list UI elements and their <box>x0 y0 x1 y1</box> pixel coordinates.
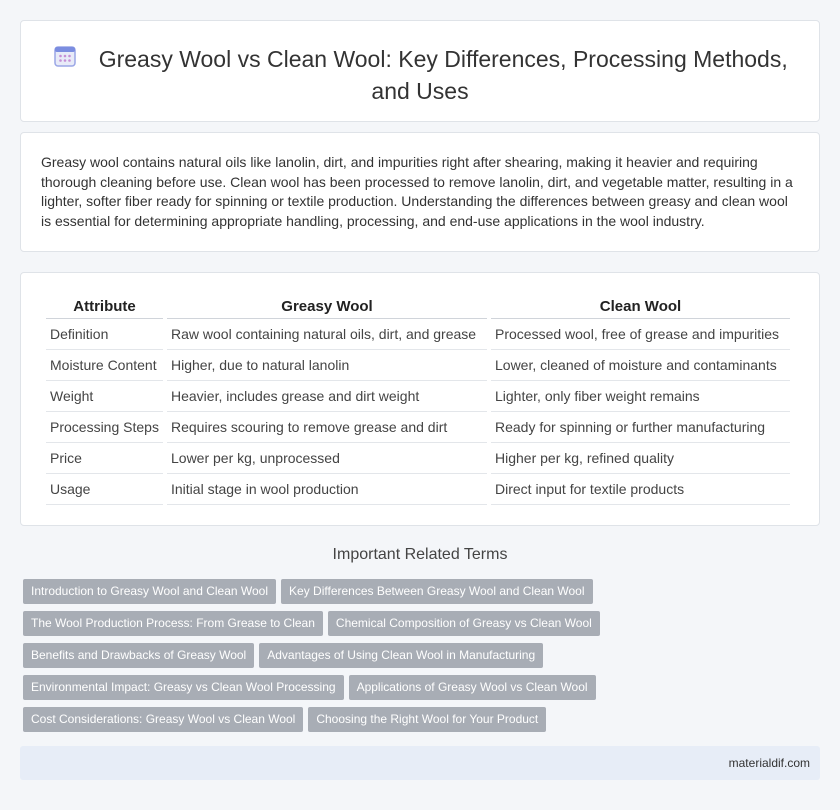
related-term-link[interactable]: The Wool Production Process: From Grease to Clean <box>23 611 323 636</box>
table-row <box>46 319 790 350</box>
related-term-link[interactable]: Environmental Impact: Greasy vs Clean Wool Processing <box>23 675 344 700</box>
title-wrap <box>41 43 799 107</box>
calendar-icon <box>52 43 78 69</box>
table-cell: Definition <box>46 319 163 350</box>
table-row <box>46 474 790 505</box>
table-cell: Initial stage in wool production <box>167 474 487 505</box>
table-cell: Price <box>46 443 163 474</box>
footer-site-link[interactable]: materialdif.com <box>728 756 810 770</box>
table-cell: Ready for spinning or further manufacturing <box>491 412 790 443</box>
table-cell: Lower per kg, unprocessed <box>167 443 487 474</box>
related-terms-list <box>23 579 813 739</box>
table-cell: Processing Steps <box>46 412 163 443</box>
tag-row <box>23 707 813 739</box>
intro-card <box>20 132 820 252</box>
table-row <box>46 443 790 474</box>
related-term-link[interactable]: Key Differences Between Greasy Wool and Clean Wool <box>281 579 593 604</box>
related-term-link[interactable]: Introduction to Greasy Wool and Clean Wool <box>23 579 276 604</box>
tag-row <box>23 579 813 611</box>
table-row <box>46 350 790 381</box>
tag-row <box>23 611 813 643</box>
comparison-table-card <box>20 272 820 526</box>
related-term-link[interactable]: Applications of Greasy Wool vs Clean Wool <box>349 675 596 700</box>
related-terms-title: Important Related Terms <box>332 546 508 563</box>
table-cell: Requires scouring to remove grease and dirt <box>167 412 487 443</box>
table-cell: Higher, due to natural lanolin <box>167 350 487 381</box>
table-cell: Lighter, only fiber weight remains <box>491 381 790 412</box>
table-cell: Weight <box>46 381 163 412</box>
related-term-link[interactable]: Benefits and Drawbacks of Greasy Wool <box>23 643 254 668</box>
table-header-row <box>46 295 790 319</box>
table-cell: Raw wool containing natural oils, dirt, and grease <box>167 319 487 350</box>
related-term-link[interactable]: Cost Considerations: Greasy Wool vs Clean Wool <box>23 707 303 732</box>
column-header-clean-wool: Clean Wool <box>491 295 790 319</box>
column-header-greasy-wool: Greasy Wool <box>167 295 487 319</box>
related-term-link[interactable]: Chemical Composition of Greasy vs Clean Wool <box>328 611 600 636</box>
header-card <box>20 20 820 122</box>
table-cell: Heavier, includes grease and dirt weight <box>167 381 487 412</box>
related-term-link[interactable]: Advantages of Using Clean Wool in Manufacturing <box>259 643 543 668</box>
table-cell: Lower, cleaned of moisture and contaminants <box>491 350 790 381</box>
comparison-table <box>42 295 794 505</box>
footer <box>20 746 820 780</box>
table-row <box>46 381 790 412</box>
tag-row <box>23 675 813 707</box>
table-cell: Processed wool, free of grease and impurities <box>491 319 790 350</box>
table-row <box>46 412 790 443</box>
table-cell: Moisture Content <box>46 350 163 381</box>
page-title: Greasy Wool vs Clean Wool: Key Differences, Processing Methods, and Uses <box>98 46 788 104</box>
table-cell: Higher per kg, refined quality <box>491 443 790 474</box>
table-cell: Usage <box>46 474 163 505</box>
tag-row <box>23 643 813 675</box>
table-cell: Direct input for textile products <box>491 474 790 505</box>
intro-paragraph: Greasy wool contains natural oils like lanolin, dirt, and impurities right after shearing, making it heavier and requiring thorough cleaning before use. Clean wool has been processed to remove lanolin, dirt, and vegetable matter, resulting in a lighter, softer fiber ready for spinning or textile production. Understanding the differences between greasy and clean wool is essential for determining appropriate handling, processing, and end-use applications in the wool industry. <box>41 154 793 229</box>
related-term-link[interactable]: Choosing the Right Wool for Your Product <box>308 707 546 732</box>
column-header-attribute: Attribute <box>46 295 163 319</box>
